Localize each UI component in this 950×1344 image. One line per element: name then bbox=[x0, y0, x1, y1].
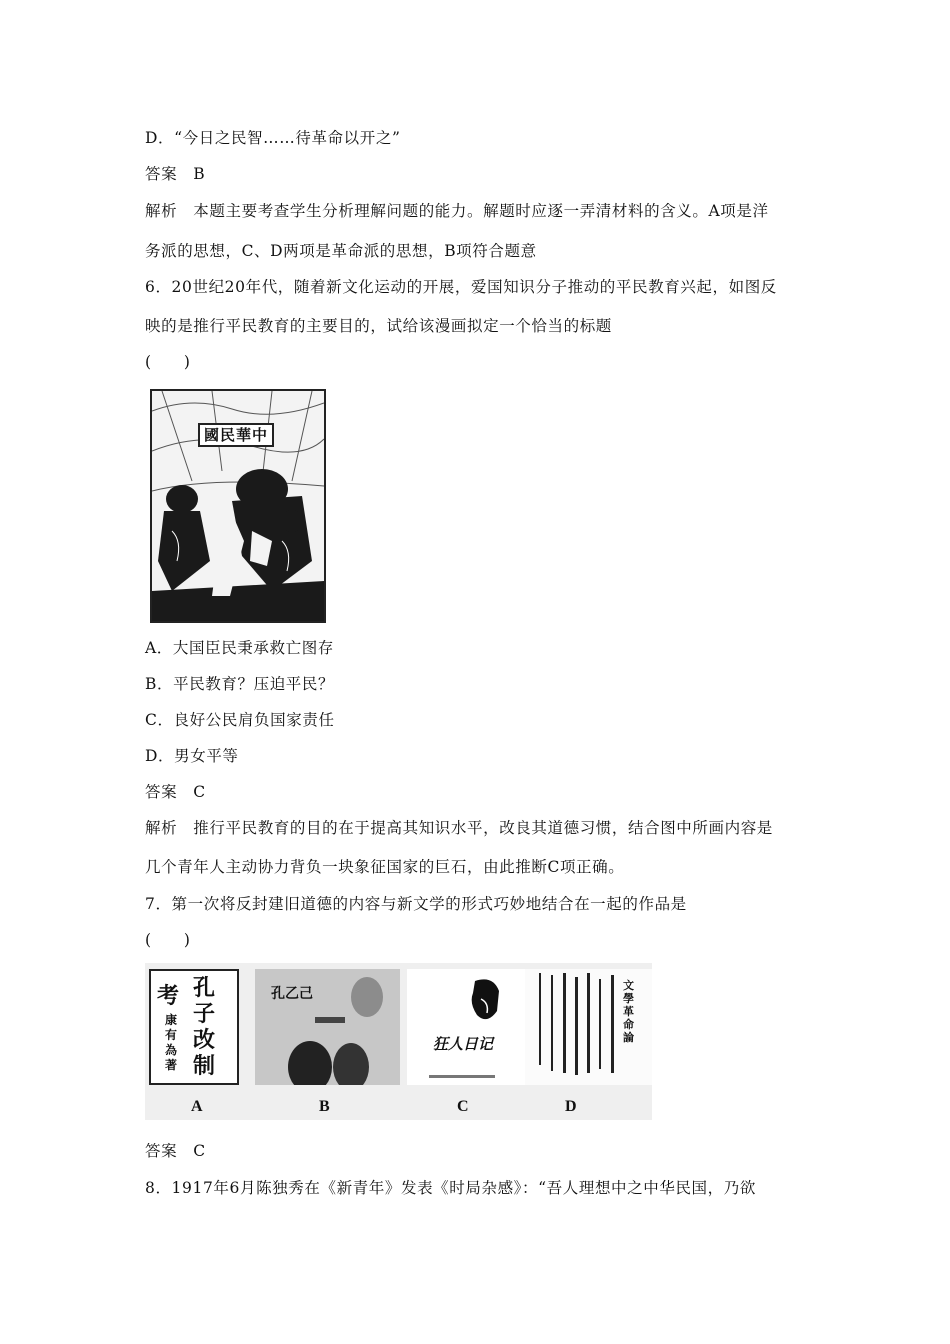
analysis-6-line2: 几个青年人主动协力背负一块象征国家的巨石，由此推断C项正确。 bbox=[145, 858, 625, 876]
analysis-5-line1: 解析 本题主要考查学生分析理解问题的能力。解题时应逐一弄清材料的含义。A项是洋 bbox=[145, 202, 769, 220]
cover-a-author: 康有為著 bbox=[165, 1013, 178, 1072]
question-7-blank: ( ) bbox=[145, 931, 191, 949]
option-d-6: D．男女平等 bbox=[145, 747, 239, 765]
answer-6: 答案 C bbox=[145, 783, 206, 801]
cover-d-title: 文學革命論 bbox=[623, 979, 634, 1044]
caption-c: C bbox=[457, 1098, 469, 1115]
question-6-line2: 映的是推行平民教育的主要目的，试给该漫画拟定一个恰当的标题 bbox=[145, 317, 612, 335]
cover-d bbox=[525, 969, 652, 1085]
answer-7: 答案 C bbox=[145, 1142, 206, 1160]
question-6-blank: ( ) bbox=[145, 353, 191, 371]
line-option-d-prev: D．“今日之民智……待革命以开之” bbox=[145, 129, 401, 147]
book-covers-figure bbox=[145, 963, 652, 1120]
analysis-5-line2: 务派的思想，C、D两项是革命派的思想，B项符合题意 bbox=[145, 242, 537, 260]
question-6-line1: 6．20世纪20年代，随着新文化运动的开展，爱国知识分子推动的平民教育兴起，如图反 bbox=[145, 278, 777, 296]
analysis-6-line1: 解析 推行平民教育的目的在于提高其知识水平，改良其道德习惯，结合图中所画内容是 bbox=[145, 819, 773, 837]
cartoon-plaque: 國民華中 bbox=[198, 423, 274, 447]
question-7: 7．第一次将反封建旧道德的内容与新文学的形式巧妙地结合在一起的作品是 bbox=[145, 895, 687, 913]
cartoon-figure bbox=[150, 389, 326, 623]
cover-a bbox=[149, 969, 239, 1085]
cover-c-title: 狂人日记 bbox=[433, 1035, 494, 1053]
cover-b-title: 孔乙己 bbox=[271, 986, 313, 1002]
option-b-6: B．平民教育？压迫平民？ bbox=[145, 675, 335, 693]
cover-a-kao: 考 bbox=[157, 983, 180, 1009]
caption-d: D bbox=[565, 1098, 577, 1115]
cover-b bbox=[255, 969, 400, 1085]
caption-a: A bbox=[191, 1098, 203, 1115]
caption-b: B bbox=[319, 1098, 330, 1115]
cover-a-title: 孔子改制 bbox=[193, 975, 216, 1079]
option-a-6: A．大国臣民秉承救亡图存 bbox=[145, 639, 334, 657]
answer-5: 答案 B bbox=[145, 165, 206, 183]
option-c-6: C．良好公民肩负国家责任 bbox=[145, 711, 335, 729]
question-8-line1: 8．1917年6月陈独秀在《新青年》发表《时局杂感》：“吾人理想中之中华民国，乃欲 bbox=[145, 1179, 756, 1197]
